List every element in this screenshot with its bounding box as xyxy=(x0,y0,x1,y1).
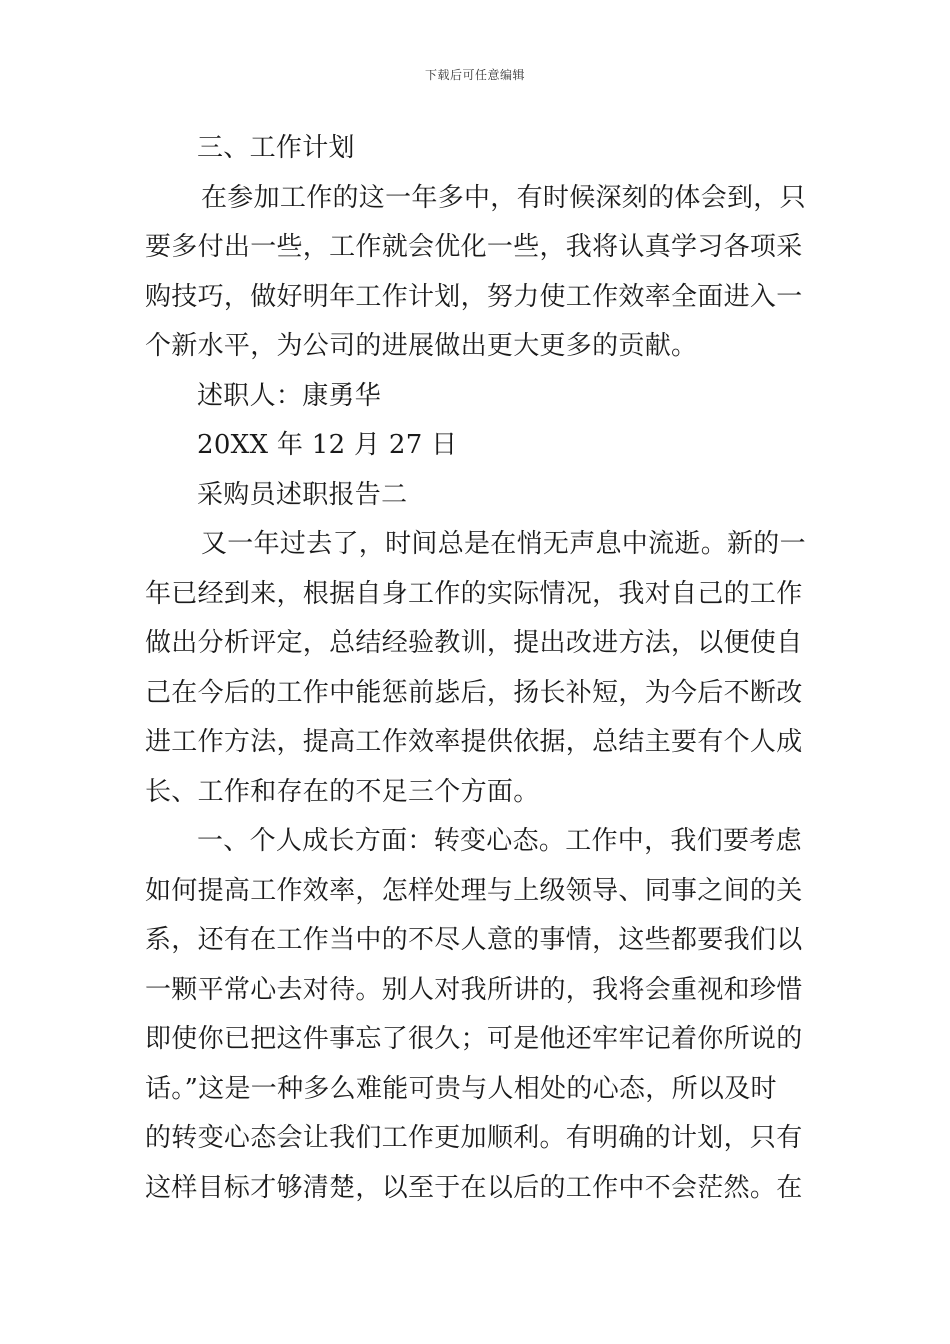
paragraph-line: 个新水平，为公司的进展做出更大更多的贡献。 xyxy=(145,331,698,361)
paragraph-line: 又一年过去了，时间总是在悄无声息中流逝。新的一 xyxy=(201,529,806,559)
report-title: 采购员述职报告二 xyxy=(197,479,408,510)
paragraph-line: 系，还有在工作当中的不尽人意的事情，这些都要我们以 xyxy=(145,925,803,955)
section-heading: 三、工作计划 xyxy=(197,133,355,163)
paragraph-line: 长、工作和存在的不足三个方面。 xyxy=(145,776,540,807)
paragraph-line: 做出分析评定，总结经验教训，提出改进方法，以便使自 xyxy=(145,628,803,658)
document-body xyxy=(145,124,810,1213)
paragraph-line: 的转变心态会让我们工作更加顺利。有明确的计划，只有 xyxy=(145,1123,803,1153)
paragraph-line: 进工作方法，提高工作效率提供依据，总结主要有个人成 xyxy=(145,727,803,757)
paragraph-line: 一颗平常心去对待。别人对我所讲的，我将会重视和珍惜 xyxy=(145,974,803,1005)
paragraph-line: 即使你已把这件事忘了很久；可是他还牢牢记着你所说的 xyxy=(145,1024,803,1054)
date-line: 20XX 年 12 月 27 日 xyxy=(197,430,458,460)
page-header: 下载后可任意编辑 xyxy=(424,68,525,82)
paragraph-line: 在参加工作的这一年多中，有时候深刻的体会到，只 xyxy=(201,182,806,213)
paragraph-line: 己在今后的工作中能惩前毖后，扬长补短，为今后不断改 xyxy=(145,677,803,708)
paragraph-line: 话。”这是一种多么难能可贵与人相处的心态，所以及时 xyxy=(145,1073,777,1104)
paragraph-line: 一、个人成长方面：转变心态。工作中，我们要考虑 xyxy=(197,826,802,856)
paragraph-line: 这样目标才够清楚，以至于在以后的工作中不会茫然。在 xyxy=(145,1172,803,1203)
paragraph-line: 要多付出一些，工作就会优化一些，我将认真学习各项采 xyxy=(145,232,803,262)
paragraph-line: 购技巧，做好明年工作计划，努力使工作效率全面进入一 xyxy=(145,281,803,312)
signature-line: 述职人：康勇华 xyxy=(197,380,382,411)
paragraph-line: 如何提高工作效率，怎样处理与上级领导、同事之间的关 xyxy=(145,875,803,906)
paragraph-line: 年已经到来，根据自身工作的实际情况，我对自己的工作 xyxy=(145,578,803,609)
